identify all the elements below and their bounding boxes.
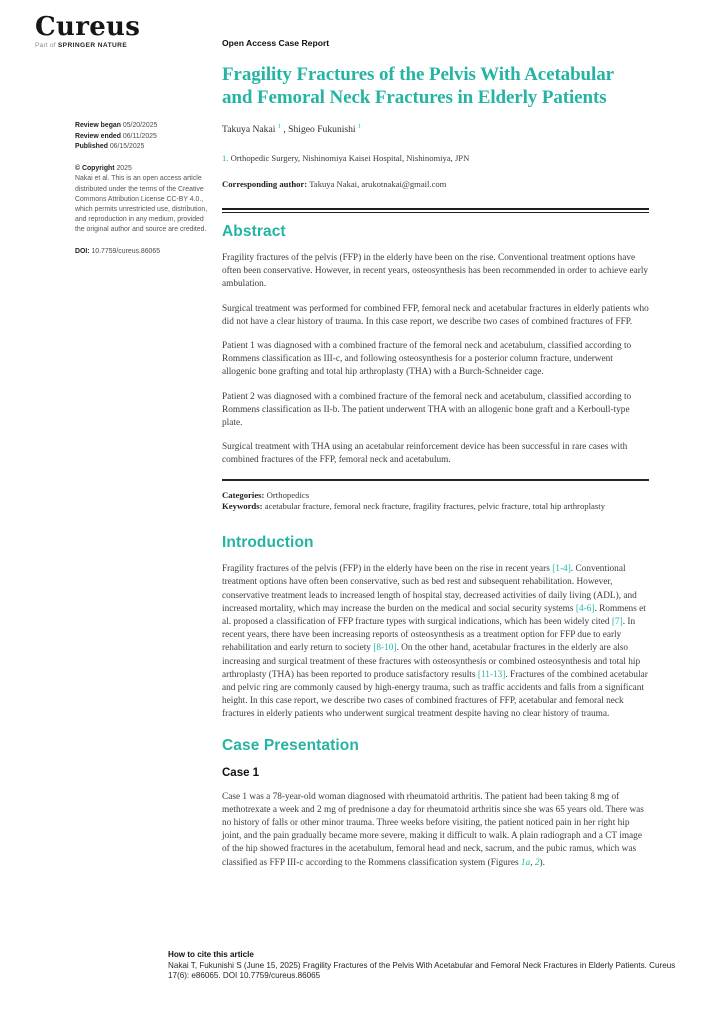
text-segment: 2025 (116, 164, 132, 172)
paragraph (222, 441, 649, 467)
report-type-label: Open Access Case Report (222, 38, 330, 48)
text-segment: Categories: (222, 489, 267, 500)
text-segment: Review ended (75, 132, 123, 140)
page-title (222, 63, 649, 109)
copyright-text: Nakai et al. This is an open access article distributed under the terms of the Creative Commons Attribution License CC-BY 4.0., which permits unrestricted use, distribution, and reproduction in any medium, provided the original author and source are credited. (75, 175, 208, 234)
review-ended-line (75, 132, 212, 143)
brand-block (35, 13, 140, 50)
paragraph (222, 303, 649, 329)
cureus-logo: Cureus (35, 12, 141, 42)
text-segment: Case 1 was a 78-year-old woman diagnosed with rheumatoid arthritis. The patient had been taking 8 mg of methotrexate a week and 2 mg of prednisone a day for rheumatoid arthritis since she was 65 years old. There was no history of falls or other minor trauma. Three weeks before visiting, the patient noticed pain in her right hip joint, and the pain gradually became more severe, making it difficult to walk. A plain radiograph and a CT image of the hip showed fractures in the acetabulum, femoral head and neck, sacrum, and the pubic ramus, which was classified as FFP III-c according to the Rommens classification system (Figures (222, 791, 644, 868)
citation-link[interactable]: 1 (358, 123, 362, 130)
text-segment: 10.7759/cureus.86065 (91, 247, 161, 255)
text-segment: Review began (75, 122, 123, 129)
text-segment: . Fractures of the combined acetabular and pelvic ring are commonly caused by high-energy trauma, such as traffic accidents and falls from a significant height. In this case report, we describe two cases of combined fractures of FFP, acetabular and femoral neck fractures in elderly patients who underwent surgical treatment despite having no clear history of trauma. (222, 669, 648, 720)
title-line: and Femoral Neck Fractures in Elderly Patients (222, 87, 607, 108)
section-separator (222, 479, 649, 481)
introduction-heading: Introduction (222, 534, 314, 552)
paragraph (222, 791, 649, 870)
text-segment: ). (539, 857, 545, 868)
text-segment: 05/20/2025 (122, 122, 158, 129)
text-segment: , (530, 857, 535, 868)
affiliation-line (222, 153, 649, 164)
authors-line (222, 121, 649, 136)
text-segment: SPRINGER NATURE (57, 42, 128, 49)
abstract-heading: Abstract (222, 223, 286, 240)
text-segment: . Rommens et al. proposed a classification of FFP fracture types with surgical indications, which has been widely cited (222, 603, 646, 628)
text-segment: . Conventional treatment options have often been conservative, such as bed rest and subsequent rehabilitation. However, conservative treatment leads to increased length of hospital stay, decreased activities of daily living (ADL), and increased mortality, which may increase the burden on the medical and social security systems (222, 564, 637, 614)
case1-paragraphs (222, 791, 649, 870)
double-separator (222, 208, 649, 213)
review-began-line (75, 121, 212, 132)
text-segment: 06/15/2025 (109, 143, 145, 151)
text-segment: Patient 2 was diagnosed with a combined fracture of the femoral neck and acetabulum, classified according to Rommens classification as II-b. The patient underwent THA with an allogenic bone graft and a Kerboull-type plate. (222, 391, 632, 429)
citation-link[interactable]: 1. (222, 153, 229, 163)
citation-link[interactable]: 1 (277, 123, 281, 130)
article-body (222, 38, 649, 870)
text-segment: Published (75, 143, 110, 151)
text-segment: Patient 1 was diagnosed with a combined fracture of the femoral neck and acetabulum, classified according to Rommens classification as III-c, and following osteosynthesis for a posterior column fracture, underwent allogenic bone grafting and total hip arthroplasty (THA) with a Burch-Schneider cage. (222, 341, 632, 378)
citation-link[interactable]: [7] (611, 617, 623, 628)
text-segment: . In recent years, there have been increasing reports of osteosynthesis as a treatment option for FFP due to early rehabilitation and early return to society (222, 617, 636, 654)
introduction-paragraphs (222, 563, 649, 721)
citation-link[interactable]: 1a (520, 857, 531, 868)
text-segment: Takuya Nakai (222, 124, 278, 135)
article-meta-sidebar (75, 121, 212, 257)
paragraph (222, 252, 649, 292)
case-presentation-heading: Case Presentation (222, 736, 359, 754)
citation-text: Nakai T, Fukunishi S (June 15, 2025) Fragility Fractures of the Pelvis With Acetabular and Femoral Neck Fractures in Elderly Patients. Cureus 17(6): e86065. DOI 10.7759/cureus.86065 (168, 960, 676, 981)
text-segment: © Copyright (75, 164, 117, 172)
citation-link[interactable]: [8-10] (373, 643, 397, 654)
doi-line[interactable] (75, 247, 212, 258)
text-segment: Part of (35, 42, 58, 49)
text-segment: Orthopedics (266, 489, 310, 500)
paragraph (222, 391, 649, 431)
text-segment: Corresponding author: (222, 179, 310, 189)
text-segment: Orthopedic Surgery, Nishinomiya Kaisei Hospital, Nishinomiya, JPN (228, 153, 470, 163)
text-segment: Keywords: (222, 501, 265, 512)
keywords-line (222, 501, 649, 513)
text-segment: , Shigeo Fukunishi (280, 124, 358, 135)
published-line (75, 142, 212, 153)
case1-heading: Case 1 (222, 766, 260, 779)
text-segment: Takuya Nakai, arukotnakai@gmail.com (309, 179, 447, 189)
citation-footer (168, 950, 696, 982)
paragraph (222, 563, 649, 721)
how-to-cite-heading: How to cite this article (168, 950, 254, 959)
copyright-heading (75, 164, 212, 175)
springer-nature-tagline (35, 42, 140, 50)
corresponding-author-line (222, 179, 649, 190)
text-segment: Surgical treatment with THA using an acetabular reinforcement device has been successful in rare cases with combined fractures of the FFP, femoral neck and acetabulum. (222, 442, 628, 466)
text-segment: 06/11/2025 (122, 132, 157, 140)
citation-link[interactable]: [1-4] (552, 564, 571, 575)
text-segment: DOI: (75, 247, 92, 255)
categories-line (222, 490, 649, 502)
text-segment: . On the other hand, acetabular fractures in the elderly are also increasing and surgical treatment of these fractures with osteosynthesis or combined osteosynthesis and total hip arthroplasty (THA) has been reported to produce satisfactory results (222, 643, 641, 680)
text-segment: Fragility fractures of the pelvis (FFP) in the elderly have been on the rise. Conventional treatment options have often been conservative. However, in recent years, osteosynthesis has been recommended in order to achieve early ambulation. (222, 253, 649, 290)
text-segment: Fragility fractures of the pelvis (FFP) in the elderly have been on the rise in recent years (222, 564, 553, 575)
text-segment: Surgical treatment was performed for combined FFP, femoral neck and acetabular fractures in elderly patients who did not have a clear history of trauma. In this case report, we describe two cases of combined fractures of FFP. (222, 303, 649, 327)
text-segment: acetabular fracture, femoral neck fracture, fragility fractures, pelvic fracture, total hip arthroplasty (264, 501, 606, 512)
citation-link[interactable]: [11-13] (477, 669, 506, 680)
citation-link[interactable]: 2 (534, 857, 540, 868)
abstract-paragraphs (222, 252, 649, 468)
citation-link[interactable]: [4-6] (575, 603, 595, 614)
title-line: Fragility Fractures of the Pelvis With Acetabular (222, 64, 614, 85)
paragraph (222, 340, 649, 380)
